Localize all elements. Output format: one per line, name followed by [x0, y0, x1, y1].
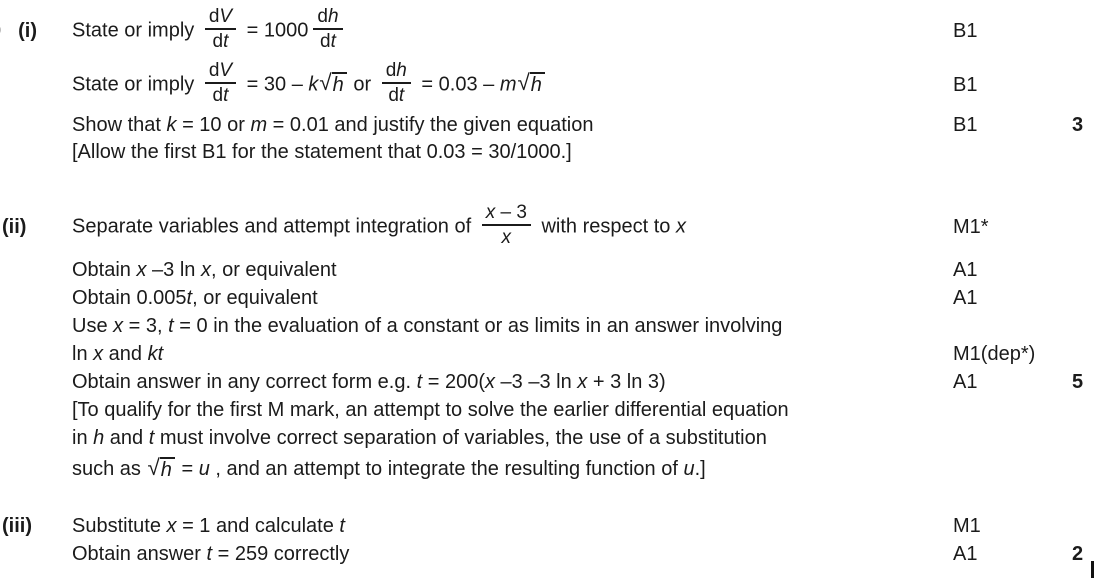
mark-scheme-line — [0, 112, 1100, 139]
mark-scheme-line — [0, 4, 1100, 58]
mark-scheme-line — [0, 368, 1100, 396]
section-total: 2 — [1072, 542, 1084, 565]
mark-code: B1 — [953, 73, 978, 96]
answer-text: Use x = 3, t = 0 in the evaluation of a constant or as limits in an answer involving — [72, 314, 783, 337]
mark-code: B1 — [953, 19, 978, 42]
mark-scheme-line — [0, 256, 1100, 284]
part-label-text: (ii) — [2, 215, 27, 238]
section-total: 5 — [1072, 370, 1084, 393]
mark-scheme-line — [0, 139, 1100, 166]
question-number-partial — [0, 20, 1, 43]
mark-scheme-line — [0, 512, 1100, 540]
mark-code: A1 — [953, 286, 978, 309]
part-label — [0, 216, 72, 239]
page-edge-mark-icon — [1091, 561, 1094, 578]
answer-text: such as √ h = u , and an attempt to integrate the resulting function of u.] — [72, 455, 706, 481]
mark-scheme-line — [0, 396, 1100, 424]
mark-scheme-line — [0, 452, 1100, 486]
answer-text: State or imply $\frac{dV}{dt}$ = 30 – k √ h or $\frac{dh}{dt}$ = 0.03 – m √ h — [72, 62, 938, 109]
mark-code: A1 — [953, 370, 978, 393]
part-label-text: (iii) — [2, 514, 32, 537]
mark-scheme-line — [0, 198, 1100, 256]
mark-code: M1* — [953, 215, 989, 238]
part-label-text: (i) — [18, 19, 38, 42]
answer-text: [To qualify for the first M mark, an attempt to solve the earlier differential equation — [72, 398, 789, 421]
part-label — [0, 515, 72, 538]
answer-text: Separate variables and attempt integration of $\frac{x - 3}{x}$ with respect to x — [72, 201, 686, 248]
answer-text: [Allow the first B1 for the statement that 0.03 = 30/1000.] — [72, 141, 572, 163]
section-gap — [0, 486, 1100, 512]
part-label — [0, 20, 72, 43]
section-gap — [0, 166, 1100, 198]
answer-text: Obtain answer in any correct form e.g. t = 200(x –3 –3 ln x + 3 ln 3) — [72, 370, 666, 393]
answer-text: Obtain 0.005t, or equivalent — [72, 286, 318, 309]
answer-text: ln x and kt — [72, 342, 164, 365]
mark-code: A1 — [953, 258, 978, 281]
mark-scheme-line — [0, 424, 1100, 452]
mark-scheme-line — [0, 58, 1100, 112]
answer-text: Substitute x = 1 and calculate t — [72, 514, 345, 537]
answer-text: in h and t must involve correct separation of variables, the use of a substitution — [72, 426, 767, 449]
mark-code: B1 — [953, 114, 978, 136]
section-total: 3 — [1072, 114, 1084, 136]
answer-text: Obtain answer t = 259 correctly — [72, 542, 350, 565]
mark-scheme-line — [0, 284, 1100, 312]
mark-code: M1 — [953, 514, 981, 537]
mark-scheme-line — [0, 312, 1100, 340]
answer-text: Show that k = 10 or m = 0.01 and justify the given equation — [72, 114, 594, 136]
answer-text: Obtain x –3 ln x, or equivalent — [72, 258, 337, 281]
mark-scheme-line — [0, 340, 1100, 368]
mark-code: A1 — [953, 542, 978, 565]
answer-text: State or imply $\frac{dV}{dt}$ = 1000 $\frac{dh}{dt}$ — [72, 8, 938, 55]
mark-code: M1(dep*) — [953, 342, 1036, 365]
mark-scheme-line — [0, 540, 1100, 568]
